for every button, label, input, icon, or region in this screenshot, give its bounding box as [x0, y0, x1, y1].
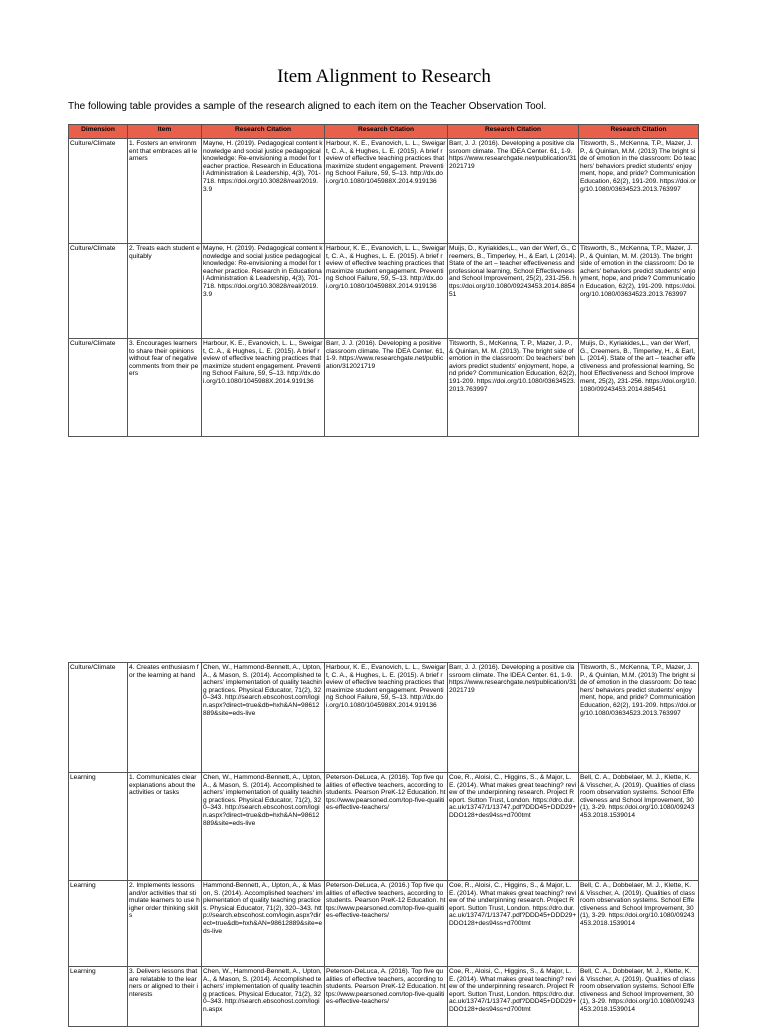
dimension-cell: Culture/Climate: [69, 139, 128, 244]
citation-cell: Peterson-DeLuca, A. (2016). Top five qualities of effective teachers, according to students. Pearson PreK-12 Education. https://www.pearsoned.com/top-five-qualities-effective-teachers/: [325, 967, 448, 1027]
citation-cell: Chen, W., Hammond-Bennett, A., Upton, A., & Mason, S. (2014). Accomplished teachers' implementation of quality teaching practices. Physical Educator, 71(2), 320–343. http://search.ebscohost.com/login.aspx?direct=true&db=hxh&AN=98612889&site=eds-live: [202, 773, 325, 881]
citation-cell: Harbour, K. E., Evanovich, L. L., Sweigart, C. A., & Hughes, L. E. (2015). A brief review of effective teaching practices that maximize student engagement. Preventing School Failure, 59, 5–13. http://dx.doi.org/10.1080/1045988X.2014.919136: [202, 339, 325, 437]
citation-cell: Peterson-DeLuca, A. (2016). Top five qualities of effective teachers, according to students. Pearson PreK-12 Education. https://www.pearsoned.com/top-five-qualities-effective-teachers/: [325, 773, 448, 881]
citation-cell: Harbour, K. E., Evanovich, L. L., Sweigart, C. A., & Hughes, L. E. (2015). A brief review of effective teaching practices that maximize student engagement. Preventing School Failure, 59, 5–13. http://dx.doi.org/10.1080/1045988X.2014.919136: [325, 139, 448, 244]
citation-cell: Titsworth, S., McKenna, T.P., Mazer, J.P., & Quinlan, M.M. (2013) The bright side of emotion in the classroom: Do teachers' behaviors predict students' enjoyment, hope, and pride? Communication Education, 62(2), 191-209. https://doi.org/10.1080/03634523.2013.763997: [579, 663, 699, 773]
header-citation-1: Research Citation: [202, 125, 325, 139]
table-row: [69, 773, 699, 881]
item-cell: 3. Delivers lessons that are relatable to the learners or aligned to their interests: [128, 967, 202, 1027]
citation-cell: Coe, R., Aloisi, C., Higgins, S., & Major, L. E. (2014). What makes great teaching? review of the underpinning research. Project Report. Sutton Trust, London. https://dro.dur.ac.uk/13747/1/13747.pdf?DDD45+DDD29+DDO128+des94ss+d700tmt: [448, 967, 579, 1027]
citation-cell: Bell, C. A., Dobbelaer, M. J., Klette, K. & Visscher, A. (2019). Qualities of classroom observation systems. School Effectiveness and School Improvement, 30(1), 3-29. https://doi.org/10.1080/09243453.2018.1539014: [579, 773, 699, 881]
dimension-cell: Culture/Climate: [69, 339, 128, 437]
citation-cell: Muijs, D., Kyriakides,L., van der Werf, G., Creemers, B., Timperley, H., & Earl, L (2014). State of the art – teacher effectiveness and professional learning, School Effectiveness and School Improvement, 25(2), 231-256. https://doi.org/10.1080/09243453.2014.885451: [448, 244, 579, 339]
header-citation-4: Research Citation: [579, 125, 699, 139]
page-title: Item Alignment to Research: [277, 66, 491, 87]
citation-cell: Muijs, D., Kyriakides,L., van der Werf, G., Creemers, B., Timperley, H., & Earl, L. (2014). State of the art – teacher effectiveness and professional learning, School Effectiveness and School Improvement, 25(2), 231-256. https://doi.org/10.1080/09243453.2014.885451: [579, 339, 699, 437]
citation-cell: Barr, J. J. (2016). Developing a positive classroom climate. The IDEA Center. 61, 1-9. https://www.researchgate.net/publication/312021719: [325, 339, 448, 437]
header-dimension: Dimension: [69, 125, 128, 139]
intro-text: The following table provides a sample of the research aligned to each item on the Teacher Observation Tool.: [68, 101, 547, 112]
dimension-cell: Learning: [69, 967, 128, 1027]
table-row: [69, 139, 699, 244]
citation-cell: Barr, J. J. (2016). Developing a positive classroom climate. The IDEA Center. 61, 1-9. https://www.researchgate.net/publication/312021719: [448, 663, 579, 773]
citation-cell: Mayne, H. (2019). Pedagogical content knowledge and social justice pedagogical knowledge: Re-envisioning a model for teacher practice. Research in Educational Administration & Leadership, 4(3), 701-718. https://doi.org/10.30828/real/2019.3.9: [202, 139, 325, 244]
citation-cell: Hammond-Bennett, A., Upton, A., & Mason, S. (2014). Accomplished teachers' implementation of quality teaching practices. Physical Educator, 71(2), 320–343. http://search.ebscohost.com/login.aspx?direct=true&db=hxh&AN=98612889&site=eds-live: [202, 881, 325, 967]
citation-cell: Coe, R., Aloisi, C., Higgins, S., & Major, L. E. (2014). What makes great teaching? review of the underpinning research. Project Report. Sutton Trust, London. https://dro.dur.ac.uk/13747/1/13747.pdf?DDD45+DDD29+DDO128+des94ss+d700tmt: [448, 881, 579, 967]
item-cell: 1. Fosters an environment that embraces all learners: [128, 139, 202, 244]
citation-cell: Titsworth, S., McKenna, T.P., Mazer, J. P., & Quinlan, M. M. (2013). The bright side of emotion in the classroom: Do teachers' behaviors predict students' enjoyment, hope, and pride? Communication Education, 62(2), 191-209. https://doi.org/10.1080/03634523.2013.763997: [579, 244, 699, 339]
dimension-cell: Culture/Climate: [69, 244, 128, 339]
header-citation-3: Research Citation: [448, 125, 579, 139]
header-citation-2: Research Citation: [325, 125, 448, 139]
citation-cell: Chen, W., Hammond-Bennett, A., Upton, A., & Mason, S. (2014). Accomplished teachers' implementation of quality teaching practices. Physical Educator, 71(2), 320–343. http://search.ebscohost.com/login.aspx?direct=true&db=hxh&AN=98612889&site=eds-live: [202, 663, 325, 773]
table-row: [69, 663, 699, 773]
research-table-page-1: [68, 124, 699, 437]
item-cell: 3. Encourages learners to share their opinions without fear of negative comments from their peers: [128, 339, 202, 437]
citation-cell: Titsworth, S., McKenna, T.P., Mazer, J.P., & Quinlan, M.M. (2013) The bright side of emotion in the classroom: Do teachers' behaviors predict students' enjoyment, hope, and pride? Communication Education, 62(2), 191-209. https://doi.org/10.1080/03634523.2013.763997: [579, 139, 699, 244]
citation-cell: Barr, J. J. (2016). Developing a positive classroom climate. The IDEA Center. 61, 1-9. https://www.researchgate.net/publication/312021719: [448, 139, 579, 244]
citation-cell: Chen, W., Hammond-Bennett, A., Upton, A., & Mason, S. (2014). Accomplished teachers' implementation of quality teaching practices. Physical Educator, 71(2), 320–343. http://search.ebscohost.com/login.aspx: [202, 967, 325, 1027]
citation-cell: Titsworth, S., McKenna, T. P., Mazer, J. P., & Quinlan, M. M. (2013). The bright side of emotion in the classroom: Do teachers' behaviors predict students' enjoyment, hope, and pride? Communication Education, 62(2), 191-209. https://doi.org/10.1080/03634523.2013.763997: [448, 339, 579, 437]
item-cell: 4. Creates enthusiasm for the learning at hand: [128, 663, 202, 773]
table-row: [69, 967, 699, 1027]
dimension-cell: Learning: [69, 881, 128, 967]
citation-cell: Harbour, K. E., Evanovich, L. L., Sweigart, C. A., & Hughes, L. E. (2015). A brief review of effective teaching practices that maximize student engagement. Preventing School Failure, 59, 5–13. http://dx.doi.org/10.1080/1045988X.2014.919136: [325, 244, 448, 339]
item-cell: 2. Treats each student equitably: [128, 244, 202, 339]
citation-cell: Harbour, K. E., Evanovich, L. L., Sweigart, C. A., & Hughes, L. E. (2015). A brief review of effective teaching practices that maximize student engagement. Preventing School Failure, 59, 5–13. http://dx.doi.org/10.1080/1045988X.2014.919136: [325, 663, 448, 773]
header-item: Item: [128, 125, 202, 139]
table-row: [69, 339, 699, 437]
item-cell: 1. Communicates clear explanations about the activities or tasks: [128, 773, 202, 881]
table-header-row: [69, 125, 699, 139]
citation-cell: Peterson-DeLuca, A. (2016.) Top five qualities of effective teachers, according to students. Pearson PreK-12 Education. https://www.pearsoned.com/top-five-qualities-effective-teachers/: [325, 881, 448, 967]
research-table-page-2: [68, 662, 699, 1027]
citation-cell: Bell, C. A., Dobbelaer, M. J., Klette, K. & Visscher, A. (2019). Qualities of classroom observation systems. School Effectiveness and School Improvement, 30(1), 3-29. https://doi.org/10.1080/09243453.2018.1539014: [579, 881, 699, 967]
dimension-cell: Culture/Climate: [69, 663, 128, 773]
table-row: [69, 244, 699, 339]
item-cell: 2. Implements lessons and/or activities that stimulate learners to use higher order thinking skills: [128, 881, 202, 967]
table-row: [69, 881, 699, 967]
citation-cell: Coe, R., Aloisi, C., Higgins, S., & Major, L. E. (2014). What makes great teaching? review of the underpinning research. Project Report. Sutton Trust, London. https://dro.dur.ac.uk/13747/1/13747.pdf?DDD45+DDD29+DDO128+des94ss+d700tmt: [448, 773, 579, 881]
dimension-cell: Learning: [69, 773, 128, 881]
citation-cell: Bell, C. A., Dobbelaer, M. J., Klette, K. & Visscher, A. (2019). Qualities of classroom observation systems. School Effectiveness and School Improvement, 30(1), 3-29. https://doi.org/10.1080/09243453.2018.1539014: [579, 967, 699, 1027]
citation-cell: Mayne, H. (2019). Pedagogical content knowledge and social justice pedagogical knowledge: Re-envisioning a model for teacher practice. Research in Educational Administration & Leadership, 4(3), 701-718. https://doi.org/10.30828/real/2019.3.9: [202, 244, 325, 339]
